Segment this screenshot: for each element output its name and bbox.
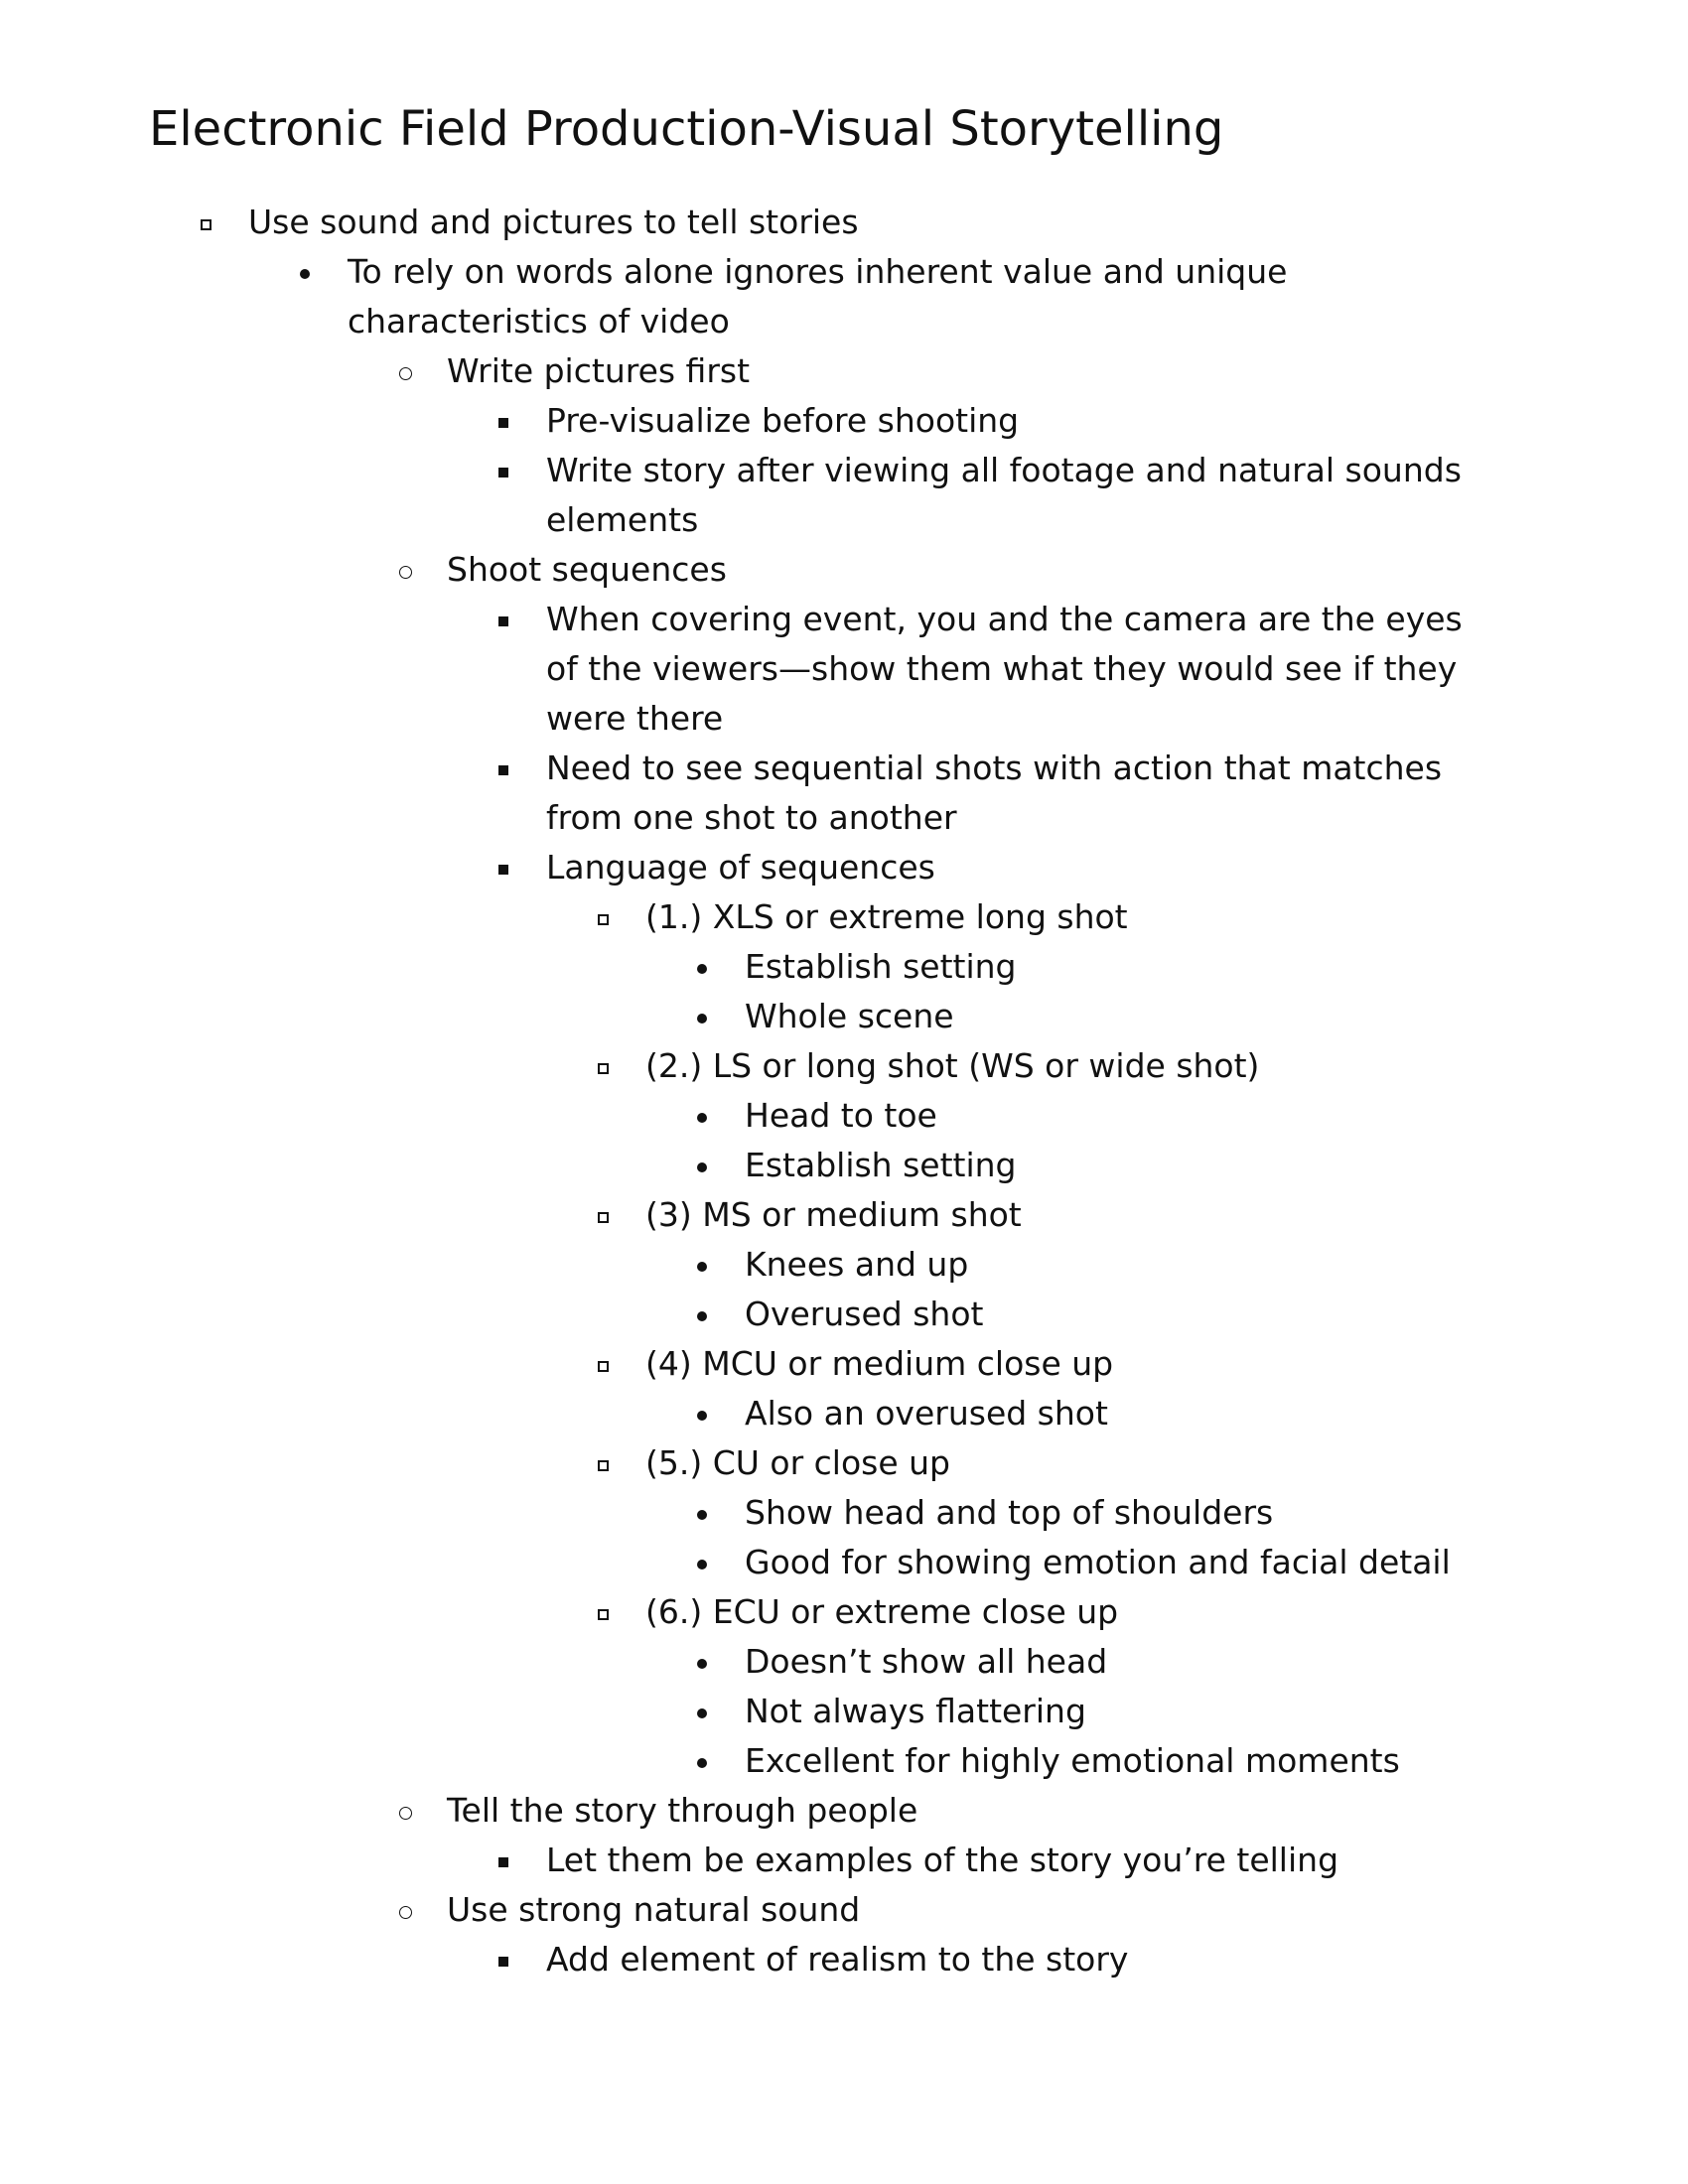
hollow-square-bullet-icon: [598, 1460, 609, 1471]
outline-item-text: Establish setting: [745, 1146, 1017, 1184]
square-bullet-icon: [498, 1857, 508, 1867]
circle-bullet-icon: [399, 1807, 412, 1820]
dot-bullet-icon: [697, 1311, 707, 1321]
dot-bullet-icon: [697, 1758, 707, 1768]
hollow-square-bullet-icon: [598, 1212, 609, 1223]
hollow-square-bullet-icon: [201, 219, 211, 230]
outline-item-text: Write story after viewing all footage and natural sounds: [546, 451, 1462, 489]
outline-item-text: Establish setting: [745, 947, 1017, 986]
document-title: Electronic Field Production-Visual Storytelling: [149, 101, 1224, 157]
square-bullet-icon: [498, 765, 508, 775]
outline-item-text: (5.) CU or close up: [645, 1443, 951, 1482]
outline-item-text: (1.) XLS or extreme long shot: [645, 897, 1128, 936]
dot-bullet-icon: [697, 1113, 707, 1123]
outline-item-text: (3) MS or medium shot: [645, 1195, 1022, 1234]
square-bullet-icon: [498, 1957, 508, 1967]
dot-bullet-icon: [697, 1162, 707, 1172]
square-bullet-icon: [498, 865, 508, 875]
outline-item-text: Knees and up: [745, 1245, 969, 1284]
outline-item-text: Need to see sequential shots with action that matches: [546, 749, 1443, 787]
dot-bullet-icon: [300, 269, 310, 279]
outline-item-text: To rely on words alone ignores inherent value and unique: [348, 252, 1288, 291]
outline-item-text: (4) MCU or medium close up: [645, 1344, 1114, 1383]
square-bullet-icon: [498, 616, 508, 626]
outline-item-text: of the viewers—show them what they would see if they: [546, 649, 1458, 688]
hollow-square-bullet-icon: [598, 1609, 609, 1620]
outline-item-text: Pre-visualize before shooting: [546, 401, 1020, 440]
dot-bullet-icon: [697, 1708, 707, 1718]
hollow-square-bullet-icon: [598, 1063, 609, 1074]
dot-bullet-icon: [697, 1411, 707, 1421]
square-bullet-icon: [498, 468, 508, 478]
outline-item-text: Write pictures first: [447, 351, 751, 390]
outline-item-text: Tell the story through people: [447, 1791, 918, 1830]
dot-bullet-icon: [697, 1262, 707, 1272]
outline-item-text: Head to toe: [745, 1096, 937, 1135]
outline-item-text: from one shot to another: [546, 798, 957, 837]
square-bullet-icon: [498, 418, 508, 428]
outline-item-text: Also an overused shot: [745, 1394, 1108, 1433]
outline-item-text: characteristics of video: [348, 302, 730, 341]
outline-item-text: Use sound and pictures to tell stories: [248, 203, 859, 241]
circle-bullet-icon: [399, 367, 412, 380]
outline-item-text: Language of sequences: [546, 848, 935, 887]
outline-item-text: (6.) ECU or extreme close up: [645, 1592, 1119, 1631]
dot-bullet-icon: [697, 1560, 707, 1570]
outline-item-text: Not always flattering: [745, 1692, 1086, 1730]
outline-item-text: were there: [546, 699, 724, 738]
outline-item-text: When covering event, you and the camera are the eyes: [546, 600, 1463, 638]
dot-bullet-icon: [697, 1014, 707, 1024]
outline-item-text: elements: [546, 500, 699, 539]
outline-item-text: Good for showing emotion and facial detail: [745, 1543, 1451, 1581]
outline-item-text: Shoot sequences: [447, 550, 727, 589]
outline-item-text: Overused shot: [745, 1295, 984, 1333]
outline-item-text: Show head and top of shoulders: [745, 1493, 1274, 1532]
dot-bullet-icon: [697, 964, 707, 974]
outline-item-text: Let them be examples of the story you’re telling: [546, 1841, 1339, 1879]
hollow-square-bullet-icon: [598, 914, 609, 925]
outline-item-text: (2.) LS or long shot (WS or wide shot): [645, 1046, 1260, 1085]
outline-item-text: Excellent for highly emotional moments: [745, 1741, 1400, 1780]
circle-bullet-icon: [399, 566, 412, 579]
outline-item-text: Add element of realism to the story: [546, 1940, 1129, 1979]
outline-item-text: Whole scene: [745, 997, 954, 1035]
outline-item-text: Doesn’t show all head: [745, 1642, 1108, 1681]
dot-bullet-icon: [697, 1510, 707, 1520]
outline-item-text: Use strong natural sound: [447, 1890, 861, 1929]
dot-bullet-icon: [697, 1659, 707, 1669]
hollow-square-bullet-icon: [598, 1361, 609, 1372]
circle-bullet-icon: [399, 1906, 412, 1919]
